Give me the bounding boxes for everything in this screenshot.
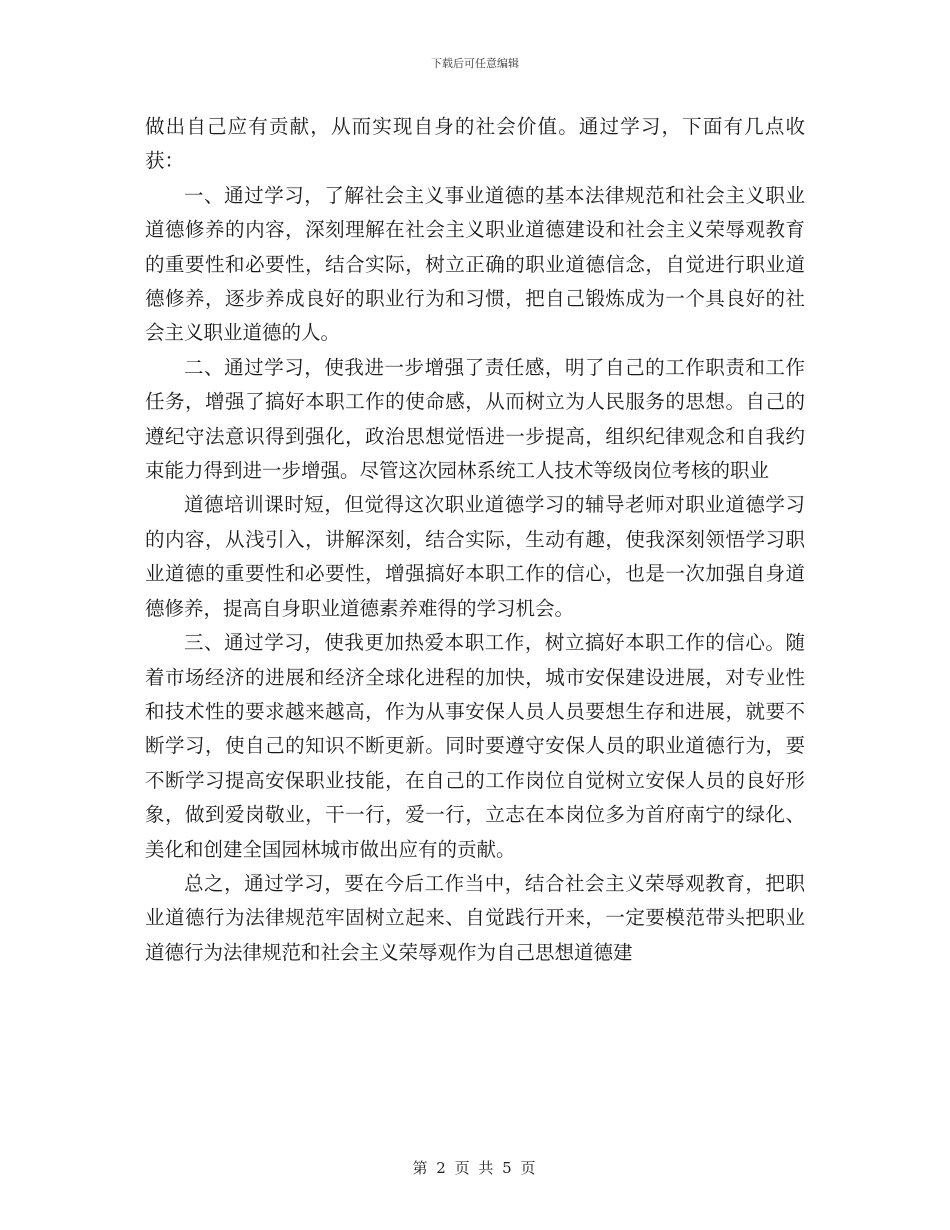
- page-number: 第 2 页 共 5 页: [412, 1159, 538, 1177]
- document-body: [145, 110, 805, 970]
- paragraph-point-two: 二、通过学习，使我进一步增强了责任感，明了自己的工作职责和工作任务，增强了搞好本职工作的使命感，从而树立为人民服务的思想。自己的遵纪守法意识得到强化，政治思想觉悟进一步提高，组织纪律观念和自我约束能力得到进一步增强。尽管这次园林系统工人技术等级岗位考核的职业: [145, 355, 805, 483]
- paragraph-point-three: 三、通过学习，使我更加热爱本职工作，树立搞好本职工作的信心。随着市场经济的进展和经济全球化进程的加快，城市安保建设进展，对专业性和技术性的要求越来越高，作为从事安保人员人员要想生存和进展，就要不断学习，使自己的知识不断更新。同时要遵守安保人员的职业道德行为，要不断学习提高安保职业技能，在自己的工作岗位自觉树立安保人员的良好形象，做到爱岗敬业，干一行，爱一行，立志在本岗位多为首府南宁的绿化、美化和创建全国园林城市做出应有的贡献。: [145, 631, 805, 861]
- page-header: 下载后可任意编辑: [431, 57, 519, 70]
- paragraph-training: 道德培训课时短，但觉得这次职业道德学习的辅导老师对职业道德学习的内容，从浅引入，讲解深刻，结合实际，生动有趣，使我深刻领悟学习职业道德的重要性和必要性，增强搞好本职工作的信心，也是一次加强自身道德修养，提高自身职业道德素养难得的学习机会。: [145, 493, 805, 620]
- paragraph-continuation: 做出自己应有贡献，从而实现自身的社会价值。通过学习，下面有几点收获：: [145, 115, 805, 173]
- paragraph-summary: 总之，通过学习，要在今后工作当中，结合社会主义荣辱观教育，把职业道德行为法律规范牢固树立起来、自觉践行开来，一定要模范带头把职业道德行为法律规范和社会主义荣辱观作为自己思想道德建: [145, 871, 805, 964]
- paragraph-point-one: 一、通过学习，了解社会主义事业道德的基本法律规范和社会主义职业道德修养的内容，深刻理解在社会主义职业道德建设和社会主义荣辱观教育的重要性和必要性，结合实际，树立正确的职业道德信念，自觉进行职业道德修养，逐步养成良好的职业行为和习惯，把自己锻炼成为一个具良好的社会主义职业道德的人。: [145, 183, 805, 345]
